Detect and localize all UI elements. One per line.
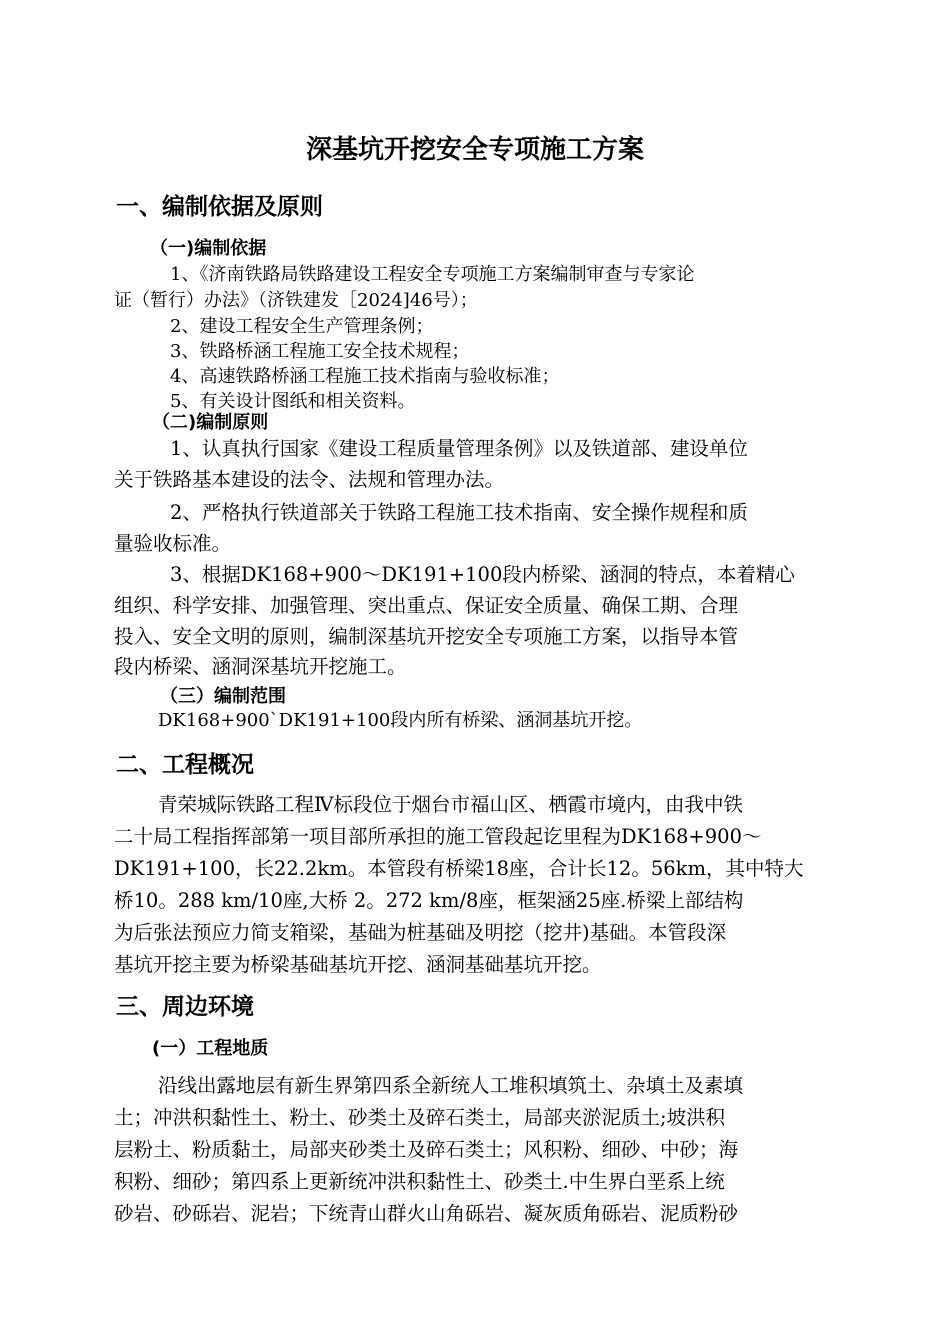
paragraph-line: 投入、安全文明的原则，编制深基坑开挖安全专项施工方案，以指导本管 — [114, 625, 739, 648]
paragraph-line: 土；冲洪积黏性土、粉土、砂类土及碎石类土，局部夹淤泥质土;坡洪积 — [114, 1106, 726, 1129]
paragraph-line: 基坑开挖主要为桥梁基础基坑开挖、涵洞基础基坑开挖。 — [114, 953, 602, 976]
section-3-heading: 三、周边环境 — [116, 994, 254, 1020]
paragraph-line: 4、高速铁路桥涵工程施工技术指南与验收标准； — [170, 366, 560, 387]
paragraph-line: 3、根据DK168+900～DK191+100段内桥梁、涵洞的特点，本着精心 — [170, 563, 795, 586]
paragraph-line: 砂岩、砂砾岩、泥岩；下统青山群火山角砾岩、凝灰质角砾岩、泥质粉砂 — [114, 1202, 739, 1225]
section-2-heading: 二、工程概况 — [116, 752, 254, 778]
paragraph-line: 青荣城际铁路工程Ⅳ标段位于烟台市福山区、栖霞市境内，由我中铁 — [158, 793, 743, 816]
paragraph-line: 二十局工程指挥部第一项目部所承担的施工管段起讫里程为DK168+900～ — [114, 825, 762, 848]
paragraph-line: 5、有关设计图纸和相关资料。 — [170, 391, 416, 412]
paragraph-line: 段内桥梁、涵洞深基坑开挖施工。 — [114, 655, 407, 678]
paragraph-line: DK168+900`DK191+100段内所有桥梁、涵洞基坑开挖。 — [158, 710, 643, 731]
paragraph-line: 2、严格执行铁道部关于铁路工程施工技术指南、安全操作规程和质 — [170, 501, 748, 524]
document-title: 深基坑开挖安全专项施工方案 — [305, 135, 644, 165]
paragraph-line: 组织、科学安排、加强管理、突出重点、保证安全质量、确保工期、合理 — [114, 594, 739, 617]
section-1-sub-2-heading: （二)编制原则 — [152, 412, 269, 433]
paragraph-line: 证（暂行）办法》（济铁建发［2024]46号）； — [114, 290, 478, 311]
paragraph-line: 层粉土、粉质黏土，局部夹砂类土及碎石类土；风积粉、细砂、中砂；海 — [114, 1138, 739, 1161]
paragraph-line: 3、铁路桥涵工程施工安全技术规程； — [170, 341, 470, 362]
section-1-sub-3-heading: （三）编制范围 — [160, 686, 286, 707]
section-1-heading: 一、编制依据及原则 — [116, 194, 323, 220]
paragraph-line: 量验收标准。 — [114, 532, 232, 555]
section-3-sub-1-heading: (一）工程地质 — [152, 1038, 269, 1059]
paragraph-line: DK191+100，长22.2km。本管段有桥梁18座，合计长12。56km，其中特大 — [114, 857, 804, 880]
section-1-sub-1-heading: （一)编制依据 — [150, 238, 267, 259]
paragraph-line: 1、《济南铁路局铁路建设工程安全专项施工方案编制审查与专家论 — [170, 264, 695, 285]
paragraph-line: 积粉、细砂；第四系上更新统冲洪积黏性土、砂类土.中生界白垩系上统 — [114, 1170, 725, 1193]
paragraph-line: 关于铁路基本建设的法令、法规和管理办法。 — [114, 468, 505, 491]
paragraph-line: 1、认真执行国家《建设工程质量管理条例》以及铁道部、建设单位 — [170, 437, 748, 460]
paragraph-line: 2、建设工程安全生产管理条例； — [170, 316, 434, 337]
paragraph-line: 桥10。288 km/10座,大桥 2。272 km/8座，框架涵25座.桥梁上部结构 — [114, 889, 744, 912]
paragraph-line: 沿线出露地层有新生界第四系全新统人工堆积填筑土、杂填土及素填 — [158, 1074, 744, 1097]
paragraph-line: 为后张法预应力简支箱梁，基础为桩基础及明挖（挖井)基础。本管段深 — [114, 921, 727, 944]
